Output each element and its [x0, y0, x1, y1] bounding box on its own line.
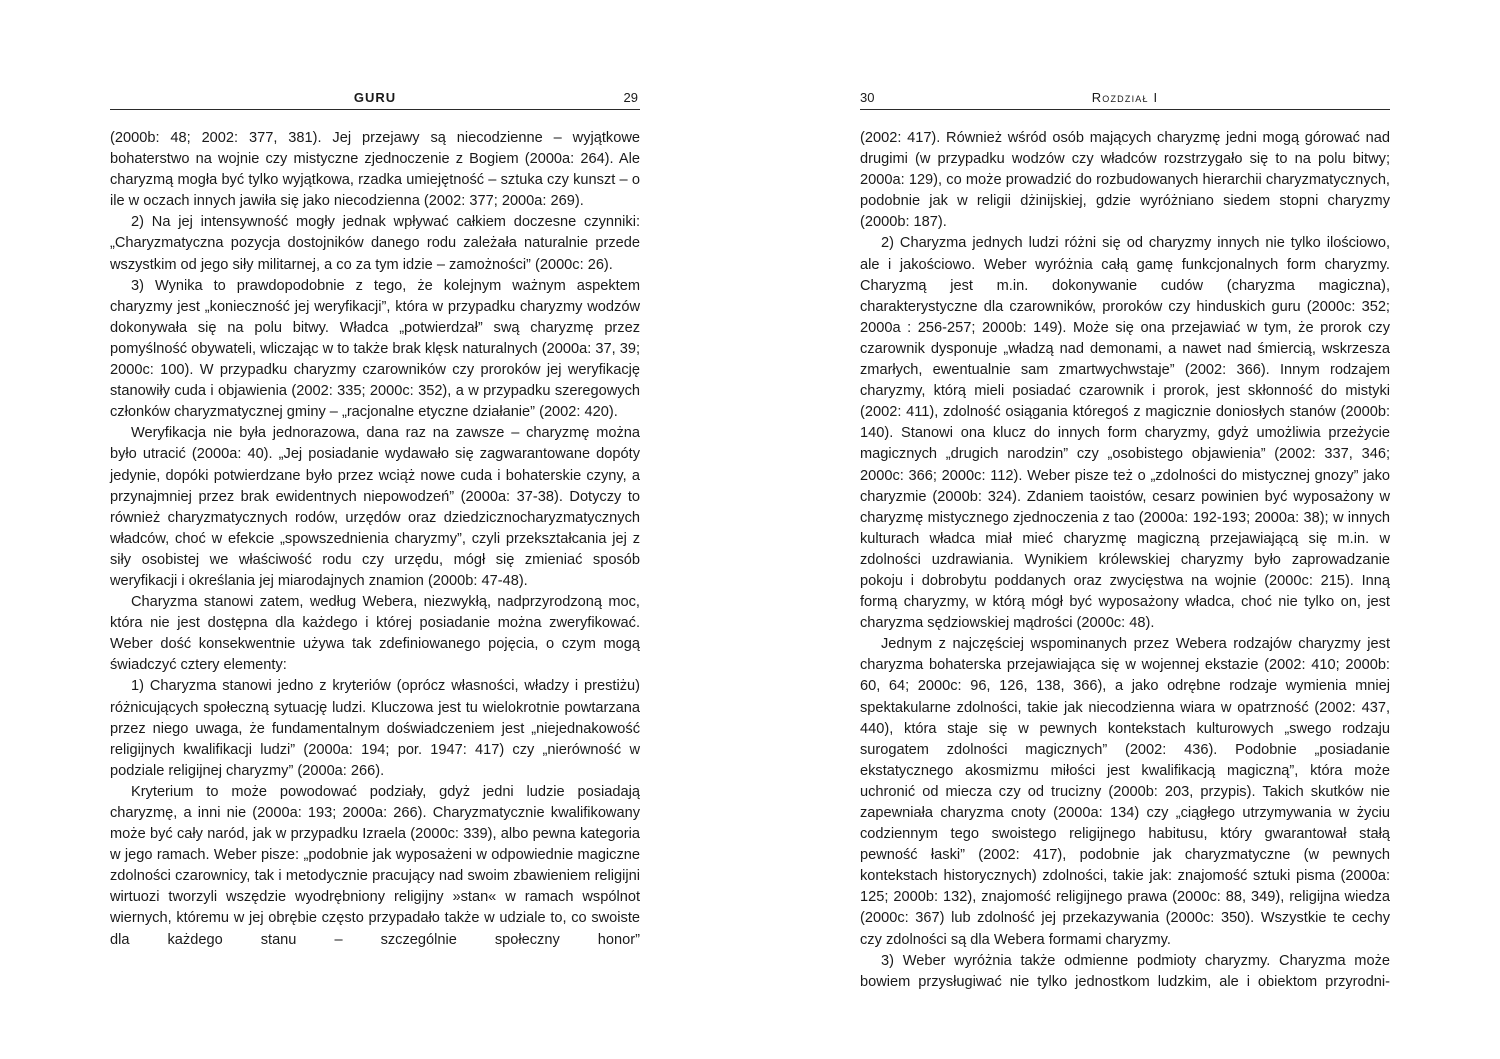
right-page-body	[860, 128, 1390, 993]
left-page-body	[110, 128, 640, 951]
paragraph: (2002: 417). Również wśród osób mających charyzmę jedni mogą górować nad drugimi (w przypadku wodzów czy władców rozstrzygało się to na polu bitwy; 2000a: 129), co może prowadzić do rozbudowanych hierarchii charyzmatycznych, podobnie jak w religii dżinijskiej, gdzie wyróżniano siedem stopni charyzmy (2000b: 187).	[860, 130, 1390, 231]
right-page-header	[860, 89, 1390, 110]
running-title: Rozdział I	[1091, 90, 1159, 105]
paragraph: (2000b: 48; 2002: 377, 381). Jej przejawy są niecodzienne – wyjątkowe bohaterstwo na wojnie czy mistyczne zjednoczenie z Bogiem (2000a: 264). Ale charyzmą mogła być tylko wyjątkowa, rzadka umiejętność – sztuka czy kunszt – o ile w oczach innych jawiła się jako niecodzienna (2002: 377; 2000a: 269).	[110, 130, 640, 210]
paragraph: Charyzma stanowi zatem, według Webera, niezwykłą, nadprzyrodzoną moc, która nie jest dostępna dla każdego i której posiadanie można zweryfikować. Weber dość konsekwentnie używa tak zdefiniowanego pojęcia, o czym mogą świadczyć cztery elementy:	[110, 594, 640, 674]
paragraph: 1) Charyzma stanowi jedno z kryteriów (oprócz własności, władzy i prestiżu) różnicujących społeczną sytuację ludzi. Kluczowa jest tu wielokrotnie powtarzana przez niego uwaga, że fundamentalnym doświadczeniem jest „niejednakowość religijnych kwalifikacji ludzi” (2000a: 194; por. 1947: 417) czy „nierówność w podziale religijnej charyzmy” (2000a: 266).	[110, 678, 640, 779]
paragraph: Kryterium to może powodować podziały, gdyż jedni ludzie posiadają charyzmę, a inni nie (2000a: 193; 2000a: 266). Charyzmatycznie kwalifikowany może być cały naród, jak w przypadku Izraela (2000c: 339), albo pewna kategoria w jego ramach. Weber pisze: „podobnie jak wyposażeni w odpowiednie magiczne zdolności czarownicy, tak i metodycznie pracujący nad swoim zbawieniem religijni wirtuozi tworzyli wszędzie wyodrębniony religijny »stan« w ramach wspólnot wiernych, któremu w jej obrębie często przypadało także w udziale to, co swoiste dla każdego stanu – szczególnie społeczny honor”	[110, 783, 640, 948]
page-number: 29	[623, 90, 638, 105]
page-number: 30	[860, 90, 875, 105]
paragraph: Jednym z najczęściej wspominanych przez Webera rodzajów charyzmy jest charyzma bohaterska przejawiająca się w wojennej ekstazie (2002: 410; 2000b: 60, 64; 2000c: 96, 126, 138, 366), a jako odrębne rodzaje wymienia mniej spektakularne zdolności, takie jak niecodzienna wiara w opatrzność (2002: 437, 440), która staje się w pewnych kontekstach kulturowych „swego rodzaju surogatem zdolności magicznych” (2002: 436). Podobnie „posiadanie ekstatycznego akosmizmu miłości jest kwalifikacją magiczną”, która może uchronić od miecza czy od trucizny (2000b: 203, przypis). Takich skutków nie zapewniała charyzma cnoty (2000a: 134) czy „ciągłego utrzymywania w życiu codziennym tego swoistego religijnego habitusu, który gwarantował stałą pewność łaski” (2002: 417), podobnie jak charyzmatyczne (w pewnych kontekstach historycznych) zdolności, takie jak: znajomość sztuki pisma (2000a: 125; 2000b: 132), znajomość religijnego prawa (2000c: 88, 349), religijna wiedza (2000c: 367) lub zdolność jej przekazywania (2000c: 350). Wszystkie te cechy czy zdolności są dla Webera formami charyzmy.	[860, 636, 1390, 948]
paragraph: 2) Charyzma jednych ludzi różni się od charyzmy innych nie tylko ilościowo, ale i jakościowo. Weber wyróżnia całą gamę funkcjonalnych form charyzmy. Charyzmą jest m.in. dokonywanie cudów (charyzma magiczna), charakterystyczne dla czarowników, proroków czy hinduskich guru (2000c: 352; 2000a : 256-257; 2000b: 149). Może się ona przejawiać w tym, że prorok czy czarownik dysponuje „władzą nad demonami, a nawet nad śmiercią, wskrzesza zmarłych, ewentualnie sam zmartwychwstaje” (2002: 366). Innym rodzajem charyzmy, którą mieli posiadać czarownik i prorok, jest skłonność do mistyki (2002: 411), zdolność osiągania któregoś z magicznie doniosłych stanów (2000b: 140). Stanowi ona klucz do innych form charyzmy, gdyż umożliwia przeżycie magicznych „drugich narodzin” czy „osobistego objawienia” (2002: 337, 346; 2000c: 366; 2000c: 112). Weber pisze też o „zdolności do mistycznej gnozy” jako charyzmie (2000b: 324). Zdaniem taoistów, cesarz powinien być wyposażony w charyzmę mistycznego zjednoczenia z tao (2000a: 192-193; 2000a: 38); w innych kulturach władca miał mieć charyzmę magiczną przejawiającą się m.in. w zdolności uzdrawiania. Wynikiem królewskiej charyzmy było zaprowadzanie pokoju i dobrobytu poddanych oraz zwycięstwa na wojnie (2000c: 215). Inną formą charyzmy, w którą mógł być wyposażony władca, choć nie tylko on, jest charyzma sędziowskiej mądrości (2000c: 48).	[860, 235, 1390, 632]
paragraph: 3) Wynika to prawdopodobnie z tego, że kolejnym ważnym aspektem charyzmy jest „konieczność jej weryfikacji”, która w przypadku charyzmy wodzów dokonywała się na polu bitwy. Władca „potwierdzał” swą charyzmę przez pomyślność obywateli, wliczając w to także brak klęsk naturalnych (2000a: 37, 39; 2000c: 100). W przypadku charyzmy czarowników czy proroków jej weryfikację stanowiły cuda i objawienia (2002: 335; 2000c: 352), a w przypadku szeregowych członków charyzmatycznej gminy – „racjonalne etyczne działanie” (2002: 420).	[110, 277, 640, 421]
running-title: GURU	[353, 90, 397, 105]
left-page-header	[110, 89, 640, 110]
paragraph: 3) Weber wyróżnia także odmienne podmioty charyzmy. Charyzma może bowiem przysługiwać nie tylko jednostkom ludzkim, ale i obiektom przyrodni-	[860, 952, 1390, 990]
paragraph: 2) Na jej intensywność mogły jednak wpływać całkiem doczesne czynniki: „Charyzmatyczna pozycja dostojników danego rodu zależała naturalnie przede wszystkim od jego siły militarnej, a co za tym idzie – zamożności” (2000c: 26).	[110, 214, 640, 273]
paragraph: Weryfikacja nie była jednorazowa, dana raz na zawsze – charyzmę można było utracić (2000a: 40). „Jej posiadanie wydawało się zagwarantowane dopóty jedynie, dopóki potwierdzane było przez wciąż nowe cuda i bohaterskie czyny, a przynajmniej przez brak ewidentnych niepowodzeń” (2000a: 37-38). Dotyczy to również charyzmatycznych rodów, urzędów oraz dziedzicznocharyzmatycznych władców, choć w efekcie „spowszednienia charyzmy”, czyli przekształcania jej z siły osobistej we właściwość rodu czy urzędu, mógł się zmieniać sposób weryfikacji i określania jej miarodajnych znamion (2000b: 47-48).	[110, 425, 640, 589]
